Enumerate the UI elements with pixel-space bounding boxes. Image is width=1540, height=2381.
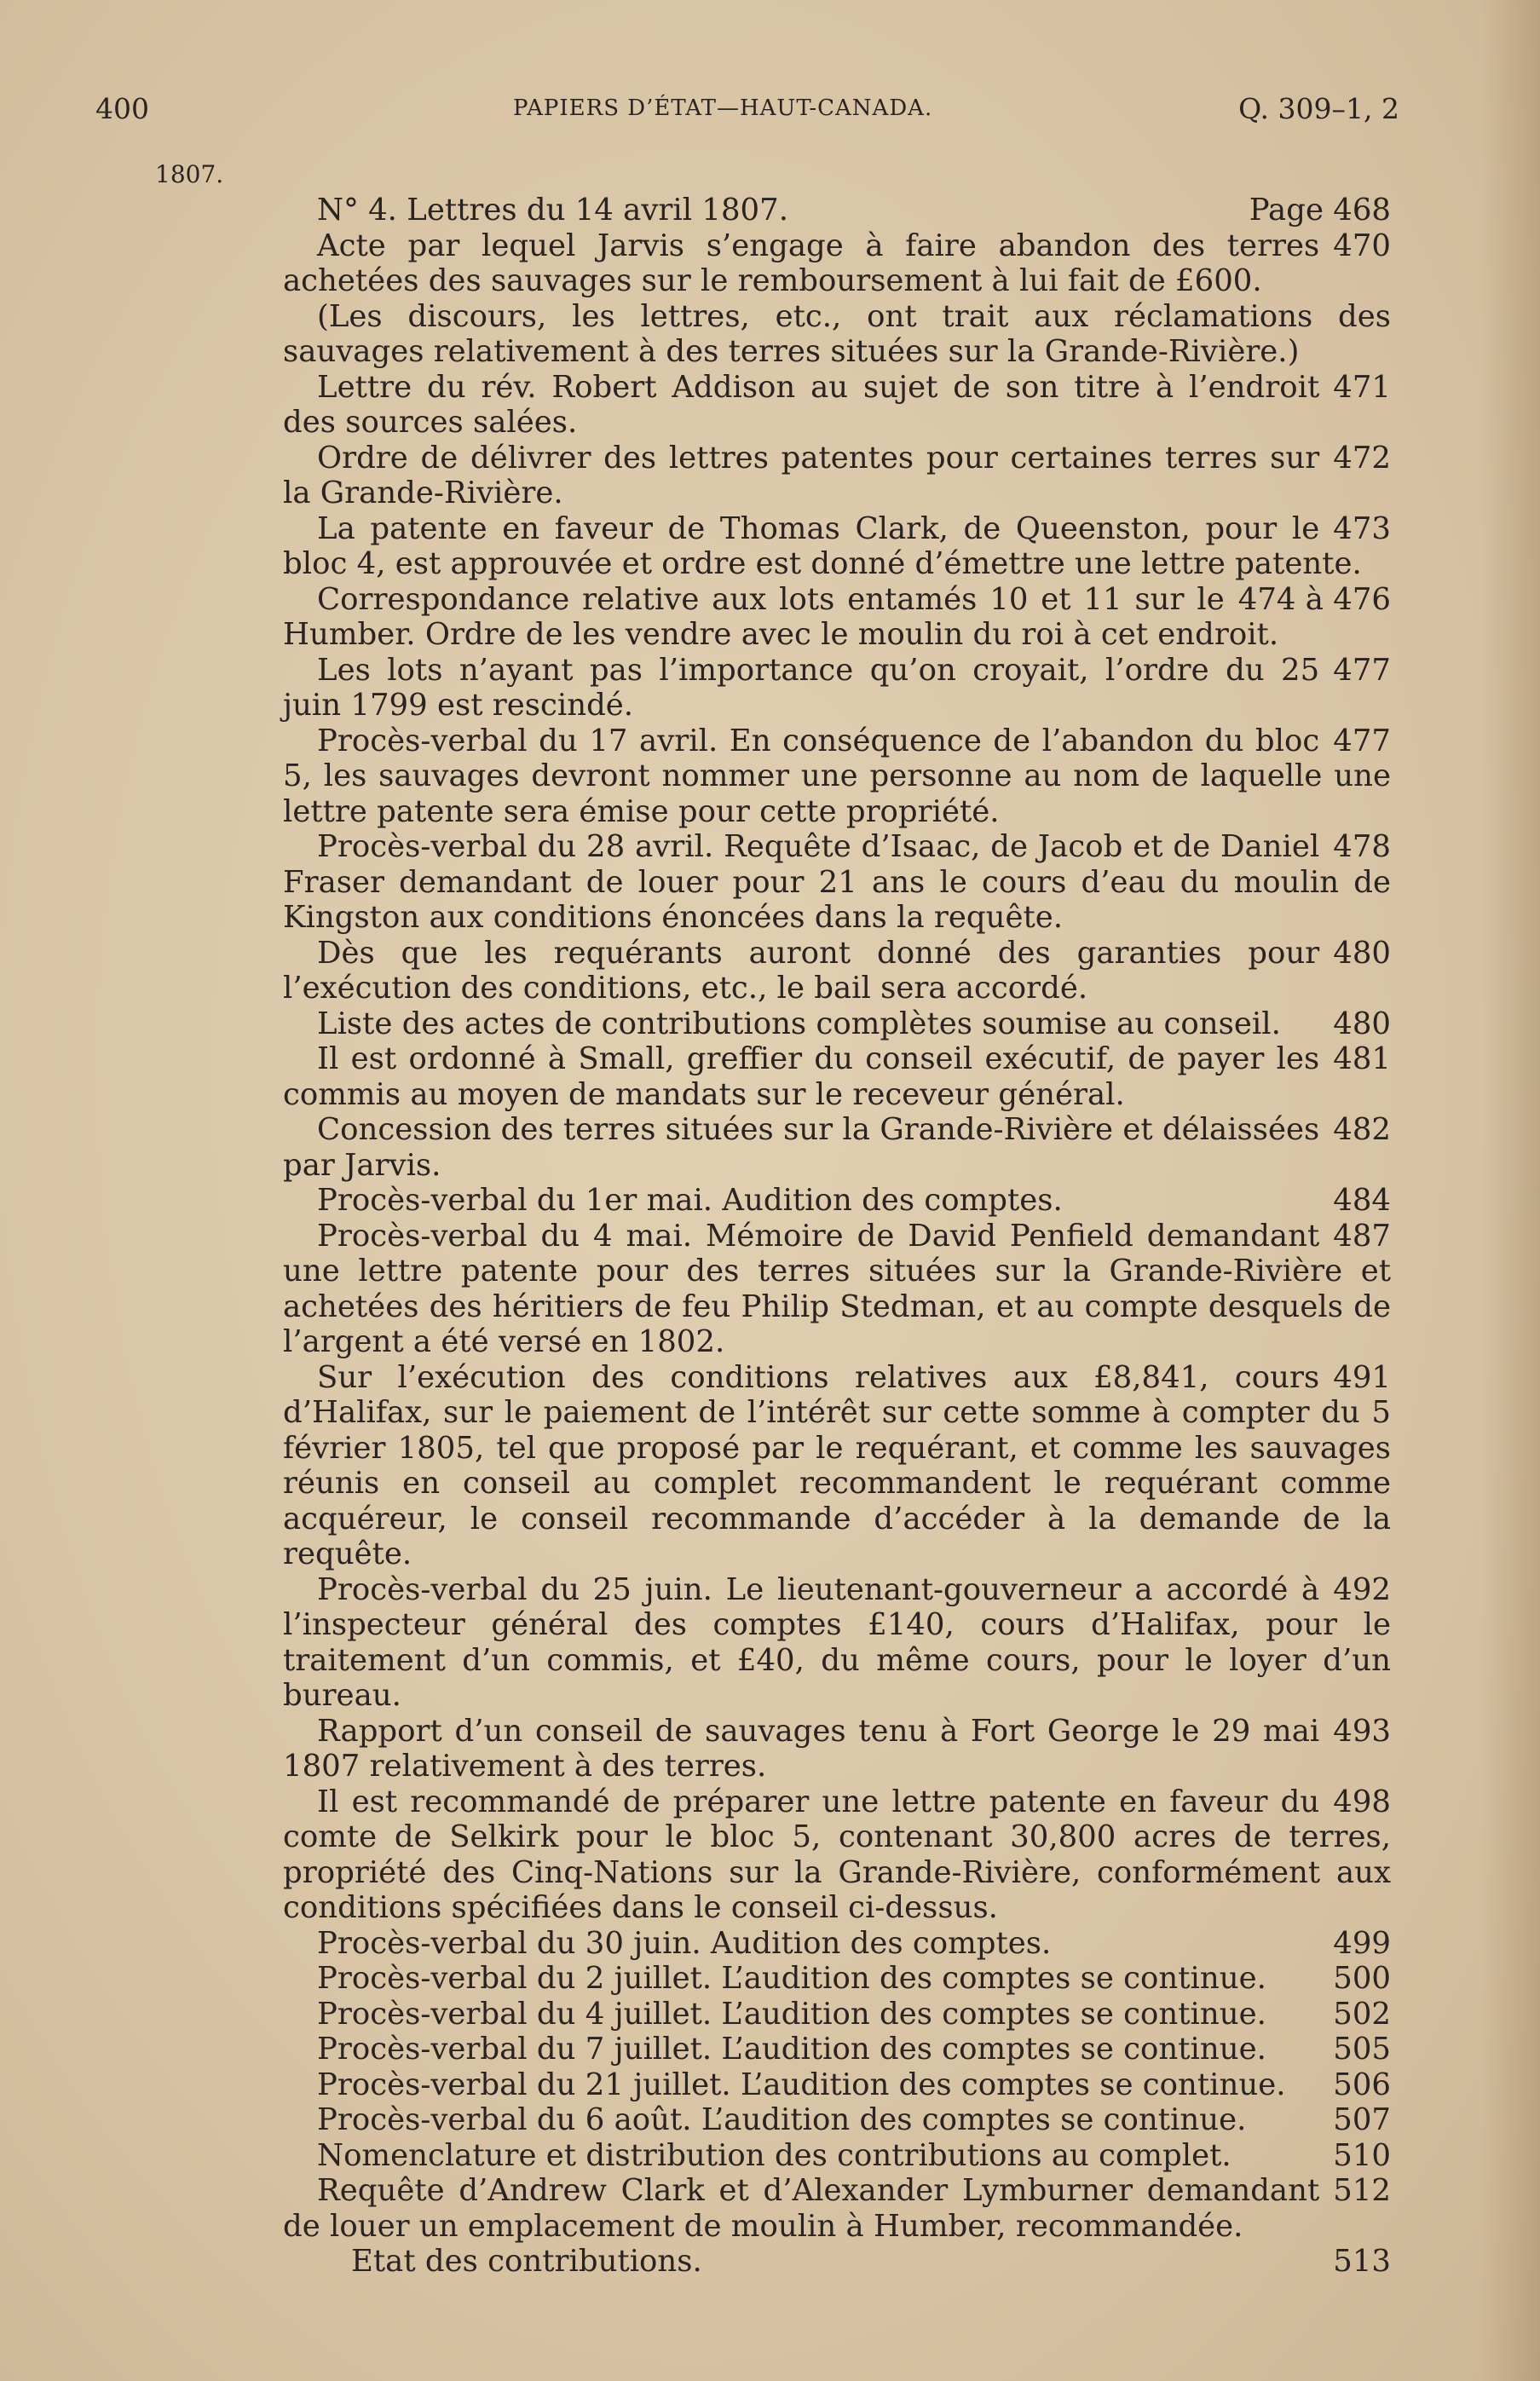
entry-text: Correspondance relative aux lots entamés 10 et 11 sur le Humber. Ordre de les vendre avec le moulin du roi à cet endroit.: [283, 581, 1279, 652]
entry-text: Sur l’exécution des conditions relatives aux £8,841, cours d’Halifax, sur le paiement de l’intérêt sur cette somme à compter du 5 février 1805, tel que proposé par le requérant, et comme les sauvages réunis en conseil au complet recommandent le requérant comme acquéreur, le conseil recommande d’accéder à la demande de la requête.: [283, 1359, 1391, 1571]
calendar-entry: [283, 1926, 1391, 1962]
calendar-entry: [283, 1997, 1391, 2032]
entry-text: Il est recommandé de préparer une lettre patente en faveur du comte de Selkirk pour le bloc 5, contenant 30,800 acres de terres, propriété des Cinq-Nations sur la Grande-Rivière, conformément aux conditions spécifiées dans le conseil ci-dessus.: [283, 1784, 1391, 1925]
entry-page-ref: 484: [1333, 1183, 1391, 1218]
entry-text: Procès-verbal du 7 juillet. L’audition des comptes se continue.: [317, 2032, 1266, 2067]
calendar-entry: [283, 2032, 1391, 2067]
entry-page-ref: 491: [1333, 1359, 1391, 1395]
calendar-entry: [283, 1006, 1391, 1042]
entry-text: Concession des terres situées sur la Grande-Rivière et délaissées par Jarvis.: [283, 1112, 1320, 1183]
entry-page-ref: 472: [1333, 440, 1391, 476]
entry-page-ref: 474 à 476: [1237, 581, 1391, 617]
calendar-entry: [283, 582, 1391, 653]
entry-page-ref: 480: [1333, 1006, 1391, 1041]
margin-year: 1807.: [155, 160, 224, 188]
entry-page-ref: 477: [1333, 723, 1391, 758]
page-number: 400: [95, 92, 149, 125]
calendar-entry: [283, 2102, 1391, 2138]
entry-page-ref: 510: [1333, 2137, 1391, 2173]
calendar-entry: [283, 299, 1391, 370]
calendar-entry: [283, 1784, 1391, 1926]
entry-text: Les lots n’ayant pas l’importance qu’on croyait, l’ordre du 25 juin 1799 est rescindé.: [283, 652, 1320, 723]
archive-reference: Q. 309–1, 2: [1238, 92, 1399, 125]
entry-text: Procès-verbal du 21 juillet. L’audition des comptes se continue.: [317, 2067, 1286, 2102]
calendar-entries: [283, 193, 1391, 2280]
running-header: [95, 92, 1399, 135]
entry-page-ref: 498: [1333, 1784, 1391, 1819]
entry-text: Nomenclature et distribution des contributions au complet.: [317, 2137, 1231, 2173]
calendar-entry: [283, 511, 1391, 582]
calendar-entry: [283, 653, 1391, 724]
entry-page-ref: 500: [1333, 1961, 1391, 1996]
entry-text: Procès-verbal du 4 juillet. L’audition des comptes se continue.: [317, 1996, 1266, 2032]
entry-text: N° 4. Lettres du 14 avril 1807.: [317, 193, 788, 228]
running-title: PAPIERS D’ÉTAT—HAUT-CANADA.: [513, 95, 933, 121]
calendar-entry: [283, 1961, 1391, 1997]
entry-text: Requête d’Andrew Clark et d’Alexander Lymburner demandant de louer un emplacement de moulin à Humber, recommandée.: [283, 2173, 1320, 2244]
entry-page-ref: 493: [1333, 1713, 1391, 1749]
calendar-entry: [283, 936, 1391, 1006]
entry-page-ref: 499: [1333, 1925, 1391, 1961]
entry-text: Procès-verbal du 17 avril. En conséquence de l’abandon du bloc 5, les sauvages devront nommer une personne au nom de laquelle une lettre patente sera émise pour cette propriété.: [283, 723, 1391, 829]
entry-text: Lettre du rév. Robert Addison au sujet de son titre à l’endroit des sources salées.: [283, 369, 1320, 440]
calendar-entry: [283, 370, 1391, 441]
calendar-entry: [283, 1183, 1391, 1219]
entry-text: Etat des contributions.: [351, 2244, 702, 2279]
calendar-entry: [283, 1360, 1391, 1572]
entry-page-ref: 481: [1333, 1041, 1391, 1076]
calendar-entry: [283, 2138, 1391, 2174]
entry-text: Procès-verbal du 4 mai. Mémoire de David Penfield demandant une lettre patente pour des terres situées sur la Grande-Rivière et achetées des héritiers de feu Philip Stedman, et au compte desquels de l’argent a été versé en 1802.: [283, 1218, 1391, 1359]
entry-text: Acte par lequel Jarvis s’engage à faire abandon des terres achetées des sauvages sur le remboursement à lui fait de £600.: [283, 228, 1320, 298]
calendar-entry: [283, 441, 1391, 511]
entry-text: Procès-verbal du 6 août. L’audition des comptes se continue.: [317, 2102, 1247, 2137]
entry-text: Dès que les requérants auront donné des garanties pour l’exécution des conditions, etc., le bail sera accordé.: [283, 935, 1320, 1006]
calendar-entry: [283, 1572, 1391, 1714]
entry-page-ref: 492: [1333, 1571, 1391, 1607]
entry-text: Rapport d’un conseil de sauvages tenu à Fort George le 29 mai 1807 relativement à des terres.: [283, 1713, 1320, 1784]
entry-page-ref: 477: [1333, 652, 1391, 688]
entry-page-ref: 482: [1333, 1112, 1391, 1147]
calendar-entry: [283, 2173, 1391, 2244]
calendar-entry: [283, 1041, 1391, 1112]
entry-text: Liste des actes de contributions complètes soumise au conseil.: [317, 1006, 1281, 1041]
entry-page-ref: 507: [1333, 2102, 1391, 2137]
calendar-entry: [283, 829, 1391, 936]
entry-page-ref: 506: [1333, 2067, 1391, 2102]
calendar-entry: [283, 193, 1391, 228]
entry-text: Procès-verbal du 1er mai. Audition des comptes.: [317, 1183, 1063, 1218]
entry-page-ref: 505: [1333, 2032, 1391, 2067]
entry-text: La patente en faveur de Thomas Clark, de Queenston, pour le bloc 4, est approuvée et ordre est donné d’émettre une lettre patente.: [283, 510, 1362, 581]
calendar-entry: [283, 1219, 1391, 1360]
calendar-entry: [283, 2067, 1391, 2103]
entry-page-ref: 512: [1333, 2173, 1391, 2208]
calendar-entry: [283, 228, 1391, 299]
entry-page-ref: 473: [1333, 510, 1391, 546]
entry-page-ref: 502: [1333, 1996, 1391, 2032]
entry-page-ref: 513: [1333, 2244, 1391, 2279]
calendar-entry: [283, 724, 1391, 830]
entry-page-ref: 480: [1333, 935, 1391, 971]
entry-text: Il est ordonné à Small, greffier du conseil exécutif, de payer les commis au moyen de mandats sur le receveur général.: [283, 1041, 1320, 1112]
calendar-entry: [283, 1112, 1391, 1183]
entry-text: Procès-verbal du 2 juillet. L’audition des comptes se continue.: [317, 1961, 1266, 1996]
entry-page-ref: 478: [1333, 829, 1391, 864]
entry-text: (Les discours, les lettres, etc., ont trait aux réclamations des sauvages relativement à des terres situées sur la Grande-Rivière.): [283, 298, 1391, 369]
entry-text: Procès-verbal du 28 avril. Requête d’Isaac, de Jacob et de Daniel Fraser demandant de louer pour 21 ans le cours d’eau du moulin de Kingston aux conditions énoncées dans la requête.: [283, 829, 1391, 935]
page-edge-shadow: [1480, 0, 1540, 2381]
entry-text: Procès-verbal du 30 juin. Audition des comptes.: [317, 1925, 1052, 1961]
entry-text: Procès-verbal du 25 juin. Le lieutenant-gouverneur a accordé à l’inspecteur général des comptes £140, cours d’Halifax, pour le traitement d’un commis, et £40, du même cours, pour le loyer d’un bureau.: [283, 1571, 1391, 1713]
entry-page-ref: 471: [1333, 369, 1391, 405]
entry-text: Ordre de délivrer des lettres patentes pour certaines terres sur la Grande-Rivière.: [283, 440, 1320, 510]
entry-page-ref: Page 468: [1249, 193, 1391, 228]
calendar-entry: [283, 1714, 1391, 1784]
entry-page-ref: 487: [1333, 1218, 1391, 1254]
entry-page-ref: 470: [1333, 228, 1391, 263]
calendar-entry: [283, 2244, 1391, 2280]
